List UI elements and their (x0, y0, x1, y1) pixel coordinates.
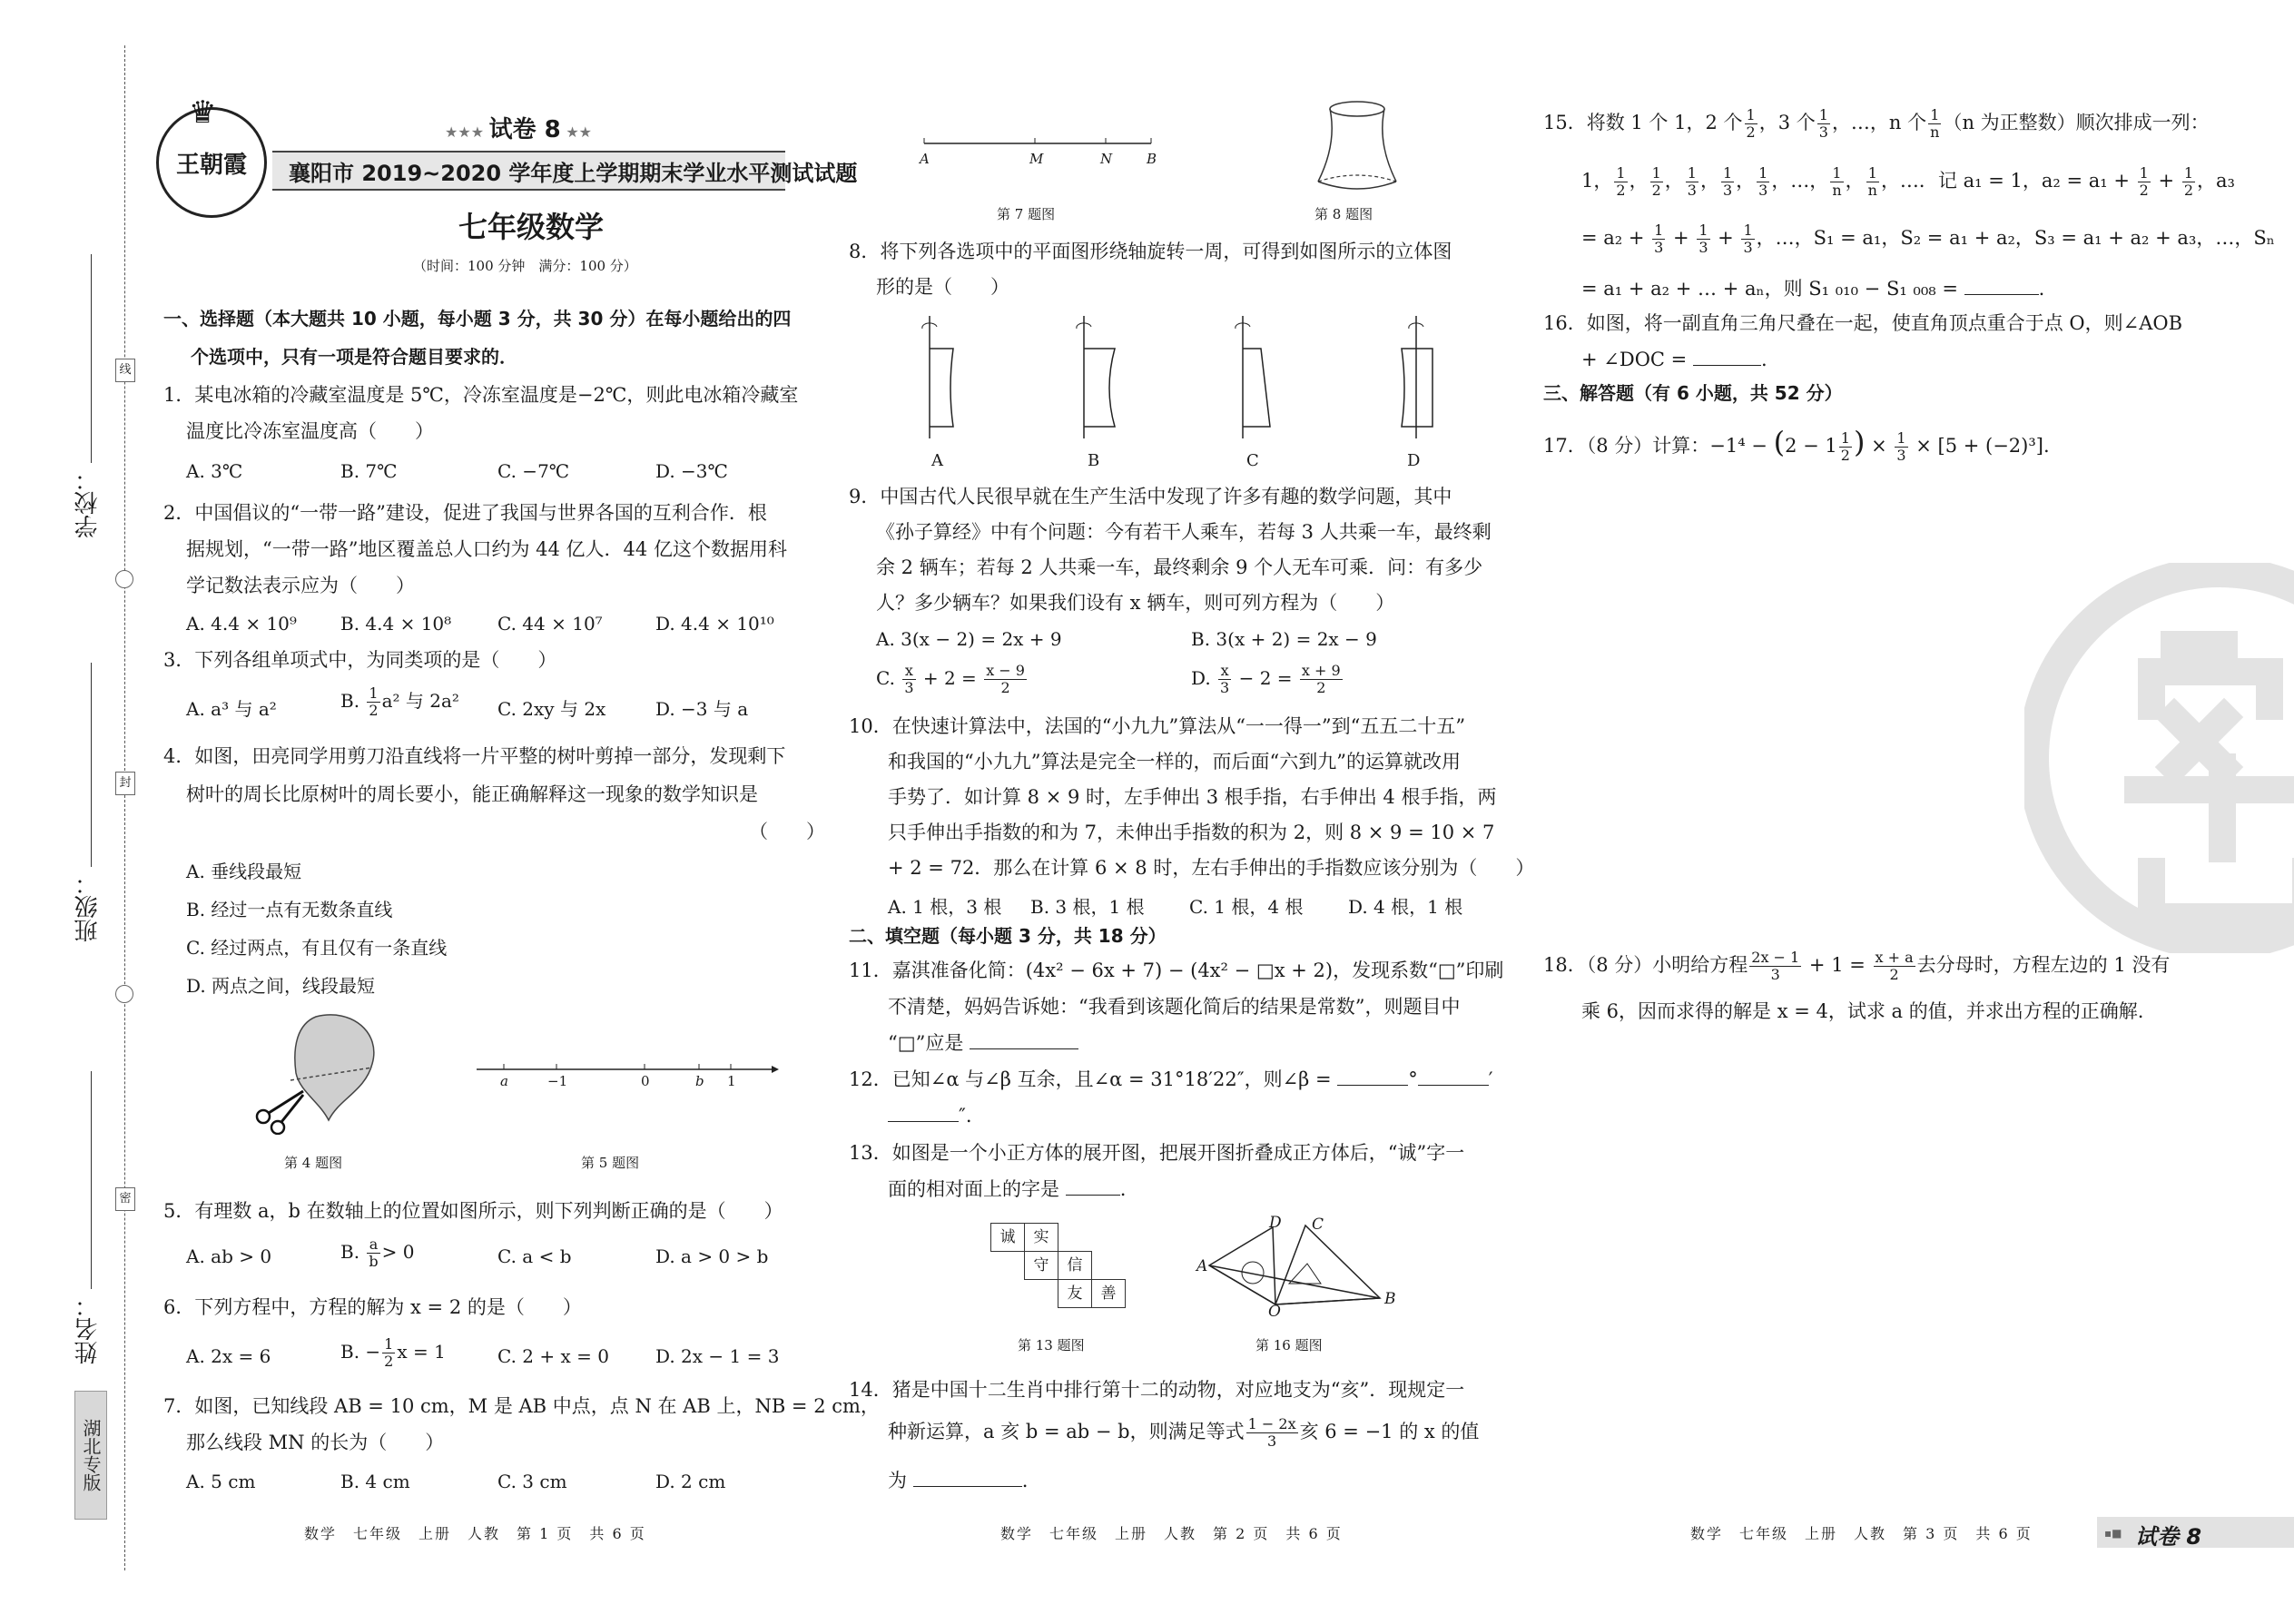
footer-paper-tag: 试卷 8 (2135, 1524, 2202, 1550)
q3-option-c[interactable]: C. 2xy 与 2x (497, 698, 606, 720)
q15-answer-blank[interactable] (1964, 294, 2039, 295)
q12-line1: 12．已知∠α 与∠β 互余，且∠α = 31°18′22″，则∠β = ° ′ (849, 1068, 1493, 1090)
fig5-caption: 第 5 题图 (581, 1155, 640, 1171)
q9-option-c[interactable]: C. $\frac{x}{3}$ + 2 = $\frac{x - 9}{2}$ (876, 662, 1025, 696)
q14-line3: 为 . (888, 1470, 1029, 1491)
q3-option-a[interactable]: A. a³ 与 a² (186, 698, 277, 720)
fig7-label-m: M (1029, 151, 1044, 167)
q11-line2: 不清楚，妈妈告诉她：“我看到该题化简后的结果是常数”，则题目中 (888, 996, 1461, 1018)
fig4-leaf-scissors (245, 1008, 399, 1135)
q14-line2: 种新运算，a 亥 b = ab − b，则满足等式 $\frac{1 - 2x}{3}$ 亥 6 = −1 的 x 的值 (888, 1415, 1480, 1450)
q1-line1: 1．某电冰箱的冷藏室温度是 5℃，冷冻室温度是−2℃，则此电冰箱冷藏室 (163, 384, 799, 406)
q13-line2: 面的相对面上的字是 . (888, 1178, 1127, 1200)
q8-label-a: A (931, 451, 943, 470)
q8-shape-a[interactable] (917, 316, 971, 438)
q1-option-b[interactable]: B. 7℃ (340, 460, 398, 482)
q6-line1: 6．下列方程中，方程的解为 x = 2 的是（ ） (163, 1296, 582, 1318)
q8-line1: 8．将下列各选项中的平面图形绕轴旋转一周，可得到如图所示的立体图 (849, 241, 1452, 262)
q7-option-d[interactable]: D. 2 cm (655, 1471, 726, 1492)
q2-line2: 据规划，“一带一路”地区覆盖总人口约为 44 亿人．44 亿这个数据用科 (186, 538, 787, 560)
fig7-label-a: A (920, 151, 930, 167)
net-cell-2: 实 (1024, 1223, 1058, 1252)
q4-option-b[interactable]: B. 经过一点有无数条直线 (186, 899, 393, 920)
time-info: （时间：100 分钟 满分：100 分） (413, 258, 637, 274)
q10-line1: 10．在快速计算法中，法国的“小九九”算法从“一一得一”到“五五二十五” (849, 715, 1466, 737)
q2-option-d[interactable]: D. 4.4 × 10¹⁰ (655, 613, 774, 635)
q8-label-d: D (1407, 451, 1421, 470)
secret-seal-watermark (2024, 563, 2294, 953)
section3-heading: 三、解答题（有 6 小题，共 52 分） (1543, 382, 1843, 404)
fig16-caption: 第 16 题图 (1255, 1337, 1323, 1353)
fig4-caption: 第 4 题图 (284, 1155, 343, 1171)
q9-line1: 9．中国古代人民很早就在生产生活中发现了许多有趣的数学问题，其中 (849, 486, 1452, 507)
name-blank[interactable] (91, 1071, 92, 1289)
q1-line2: 温度比冷冻室温度高（ ） (186, 420, 434, 442)
paper-number: ★★★ 试卷 8 ★★ (445, 116, 593, 143)
fig13-caption: 第 13 题图 (1018, 1337, 1085, 1353)
q17-expression: 17．（8 分）计算：−1⁴ − (2 − 1 $\frac{1}{2}$ ) × $\frac{1}{3}$ × [5 + (−2)³]. (1543, 425, 2050, 464)
q10-line4: 只手伸出手指数的和为 7，未伸出手指数的积为 2，则 8 × 9 = 10 × 7 (888, 822, 1495, 843)
q5-option-a[interactable]: A. ab > 0 (186, 1245, 272, 1267)
q9-line4: 人？多少辆车？如果我们设有 x 辆车，则可列方程为（ ） (876, 592, 1395, 614)
q16-line2: + ∠DOC = . (1581, 349, 1767, 370)
q2-line3: 学记数法表示应为（ ） (186, 575, 415, 596)
q7-option-a[interactable]: A. 5 cm (186, 1471, 256, 1492)
fold-line (124, 45, 125, 1570)
fig7-label-b: B (1147, 151, 1157, 167)
exam-title: 襄阳市 2019~2020 学年度上学期期末学业水平测试试题 (289, 161, 858, 186)
q8-label-c: C (1246, 451, 1259, 470)
fig16-triangles (1198, 1218, 1403, 1318)
q9-option-d[interactable]: D. $\frac{x}{3}$ − 2 = $\frac{x + 9}{2}$ (1191, 662, 1341, 696)
q15-line2: 1， $\frac{1}{2}$ ， $\frac{1}{2}$ ， $\frac{1}{3}$ ， $\frac{1}{3}$ ， $\frac{1}{3}$ ，…， $\frac{1}{n}$ ， $\frac{1}{n}$ ，…．记 a₁ = 1，a₂ = a₁ + $\frac{1}{2}$ + $\frac{1}{2}$ ，a₃ (1581, 164, 2235, 199)
q7-line2: 那么线段 MN 的长为（ ） (186, 1432, 445, 1453)
q14-answer-blank[interactable] (913, 1486, 1022, 1487)
fig7-caption: 第 7 题图 (997, 206, 1056, 222)
q3-option-b[interactable]: B. $\frac{1}{2}$ a² 与 2a² (340, 684, 459, 719)
fig5-tick-1: 1 (727, 1073, 736, 1089)
fig5-tick-0: 0 (641, 1073, 650, 1089)
seal-tag-mi: 密 (115, 1187, 135, 1211)
q6-option-d[interactable]: D. 2x − 1 = 3 (655, 1345, 780, 1367)
q10-option-c[interactable]: C. 1 根，4 根 (1189, 896, 1304, 918)
q6-option-b[interactable]: B. − $\frac{1}{2}$ x = 1 (340, 1335, 446, 1370)
q1-option-d[interactable]: D. −3℃ (655, 460, 728, 482)
q7-option-b[interactable]: B. 4 cm (340, 1471, 410, 1492)
net-cell-4: 信 (1058, 1251, 1092, 1280)
q11-answer-blank[interactable] (970, 1048, 1078, 1049)
q7-option-c[interactable]: C. 3 cm (497, 1471, 567, 1492)
q12-degree-blank[interactable] (1337, 1085, 1408, 1086)
school-label: 学校： (74, 468, 102, 538)
footer-page1: 数学 七年级 上册 人教 第 1 页 共 6 页 (304, 1525, 646, 1542)
logo-text: 王朝霞 (175, 151, 247, 179)
fig5-tick-a: a (500, 1073, 508, 1089)
q4-option-d[interactable]: D. 两点之间，线段最短 (186, 975, 376, 997)
q4-option-c[interactable]: C. 经过两点，有且仅有一条直线 (186, 937, 448, 959)
q9-line3: 余 2 辆车；若每 2 人共乘一车，最终剩余 9 个人无车可乘．问：有多少 (876, 556, 1483, 578)
q5-option-c[interactable]: C. a < b (497, 1245, 572, 1267)
q2-option-c[interactable]: C. 44 × 10⁷ (497, 613, 603, 635)
footer-page2: 数学 七年级 上册 人教 第 2 页 共 6 页 (1000, 1525, 1343, 1542)
q18-line1: 18．（8 分）小明给方程 $\frac{2x - 1}{3}$ + 1 = $\frac{x + a}{2}$ 去分母时，方程左边的 1 没有 (1543, 949, 2171, 983)
fig7-segment (917, 134, 1162, 153)
q15-line3: = a₂ + $\frac{1}{3}$ + $\frac{1}{3}$ + $\frac{1}{3}$ ，…，S₁ = a₁，S₂ = a₁ + a₂，S₃ = a₁ + a₂ + a₃，…，Sₙ (1581, 221, 2275, 256)
q12-second-blank[interactable] (888, 1121, 959, 1122)
q13-answer-blank[interactable] (1066, 1195, 1120, 1196)
section2-heading: 二、填空题（每小题 3 分，共 18 分） (849, 925, 1167, 947)
hole-2 (115, 985, 133, 1003)
q3-line1: 3．下列各组单项式中，为同类项的是（ ） (163, 649, 557, 671)
q8-shape-c[interactable] (1230, 316, 1285, 438)
fig5-tick-b: b (695, 1073, 704, 1089)
q10-option-d[interactable]: D. 4 根，1 根 (1348, 896, 1463, 918)
fig7-label-n: N (1100, 151, 1113, 167)
net-cell-1: 诚 (990, 1223, 1025, 1252)
q11-line3: “□”应是 (888, 1026, 1078, 1060)
seal-tag-xian: 线 (115, 359, 135, 382)
q5-option-d[interactable]: D. a > 0 > b (655, 1245, 769, 1267)
footer-page3: 数学 七年级 上册 人教 第 3 页 共 6 页 (1690, 1525, 2033, 1542)
q10-line2: 和我国的“小九九”算法是完全一样的，而后面“六到九”的运算就改用 (888, 751, 1461, 773)
q4-line2: 树叶的周长比原树叶的周长要小，能正确解释这一现象的数学知识是 (186, 783, 758, 805)
q12-line2: ″. (888, 1098, 972, 1133)
q10-option-b[interactable]: B. 3 根，1 根 (1030, 896, 1145, 918)
net-cell-6: 善 (1091, 1279, 1126, 1308)
q8-shape-b[interactable] (1071, 316, 1126, 438)
fig16-label-o: O (1268, 1303, 1281, 1321)
section1-heading-2: 个选项中，只有一项是符合题目要求的． (191, 346, 517, 368)
q2-option-a[interactable]: A. 4.4 × 10⁹ (186, 613, 297, 635)
subject-title: 七年级数学 (458, 210, 605, 244)
q9-option-b[interactable]: B. 3(x + 2) = 2x − 9 (1191, 628, 1377, 650)
fig5-tick-neg1: −1 (547, 1073, 568, 1089)
q13-line1: 13．如图是一个小正方体的展开图，把展开图折叠成正方体后，“诚”字一 (849, 1142, 1465, 1164)
q10-option-a[interactable]: A. 1 根，3 根 (888, 896, 1002, 918)
fig8-solid (1307, 98, 1407, 198)
q7-line1: 7．如图，已知线段 AB = 10 cm，M 是 AB 中点，点 N 在 AB 上，NB = 2 cm， (163, 1395, 880, 1417)
hole-1 (115, 570, 133, 588)
q10-line5: + 2 = 72．那么在计算 6 × 8 时，左右手伸出的手指数应该分别为（ ） (888, 857, 1535, 879)
section1-heading: 一、选择题（本大题共 10 小题，每小题 3 分，共 30 分）在每小题给出的四 (163, 308, 792, 330)
fig16-label-c: C (1312, 1216, 1324, 1234)
q6-option-c[interactable]: C. 2 + x = 0 (497, 1345, 609, 1367)
footer-squares-icon: ▪■ (2104, 1527, 2122, 1540)
class-label: 班级： (74, 871, 102, 942)
q16-line1: 16．如图，将一副直角三角尺叠在一起，使直角顶点重合于点 O，则∠AOB (1543, 312, 2183, 334)
edition-badge: 湖北专版 (74, 1391, 107, 1520)
q2-option-b[interactable]: B. 4.4 × 10⁸ (340, 613, 452, 635)
q8-label-b: B (1088, 451, 1100, 470)
fig16-label-a: A (1196, 1257, 1208, 1275)
school-blank[interactable] (91, 254, 92, 463)
q5-option-b[interactable]: B. $\frac{a}{b}$ > 0 (340, 1235, 415, 1270)
q14-line1: 14．猪是中国十二生肖中排行第十二的动物，对应地支为“亥”．现规定一 (849, 1379, 1465, 1401)
q6-option-a[interactable]: A. 2x = 6 (186, 1345, 271, 1367)
q1-option-c[interactable]: C. −7℃ (497, 460, 570, 482)
q9-option-a[interactable]: A. 3(x − 2) = 2x + 9 (876, 628, 1062, 650)
q1-option-a[interactable]: A. 3℃ (186, 460, 243, 482)
fig8-caption: 第 8 题图 (1314, 206, 1373, 222)
q2-line1: 2．中国倡议的“一带一路”建设，促进了我国与世界各国的互利合作．根 (163, 502, 767, 524)
crown-icon: ♛ (189, 94, 217, 131)
q4-paren: （ ） (749, 821, 825, 842)
q11-line1: 11．嘉淇准备化简：(4x² − 6x + 7) − (4x² − □x + 2)，发现系数“□”印刷 (849, 960, 1504, 981)
q15-line4: = a₁ + a₂ + … + aₙ，则 S₁ ₀₁₀ − S₁ ₀₀₈ = . (1581, 278, 2045, 300)
name-label: 姓名： (74, 1294, 102, 1364)
q10-line3: 手势了．如计算 8 × 9 时，左手伸出 3 根手指，右手伸出 4 根手指，两 (888, 786, 1497, 808)
q4-line1: 4．如图，田亮同学用剪刀沿直线将一片平整的树叶剪掉一部分，发现剩下 (163, 745, 786, 767)
stars-right-icon: ★★ (560, 123, 593, 141)
fig16-label-d: D (1269, 1214, 1282, 1232)
q8-line2: 形的是（ ） (876, 276, 1009, 298)
q4-option-a[interactable]: A. 垂线段最短 (186, 861, 302, 882)
seal-tag-feng: 封 (115, 772, 135, 795)
fig16-label-b: B (1384, 1290, 1396, 1308)
q15-line1: 15．将数 1 个 1，2 个 $\frac{1}{2}$ ，3 个 $\frac{1}{3}$ ，…，n 个 $\frac{1}{n}$ （n 为正整数）顺次排成一列： (1543, 106, 2210, 141)
q3-option-d[interactable]: D. −3 与 a (655, 698, 749, 720)
q9-line2: 《孙子算经》中有个问题：今有若干人乘车，若每 3 人共乘一车，最终剩 (876, 521, 1492, 543)
net-cell-3: 守 (1024, 1251, 1058, 1280)
q18-line2: 乘 6，因而求得的解是 x = 4，试求 a 的值，并求出方程的正确解. (1581, 1000, 2144, 1022)
q8-shape-d[interactable] (1389, 316, 1443, 438)
q12-minute-blank[interactable] (1418, 1085, 1489, 1086)
stars-left-icon: ★★★ (445, 123, 489, 141)
class-blank[interactable] (91, 663, 92, 867)
net-cell-5: 友 (1058, 1279, 1092, 1308)
q16-answer-blank[interactable] (1693, 365, 1761, 366)
q5-line1: 5．有理数 a，b 在数轴上的位置如图所示，则下列判断正确的是（ ） (163, 1200, 783, 1222)
